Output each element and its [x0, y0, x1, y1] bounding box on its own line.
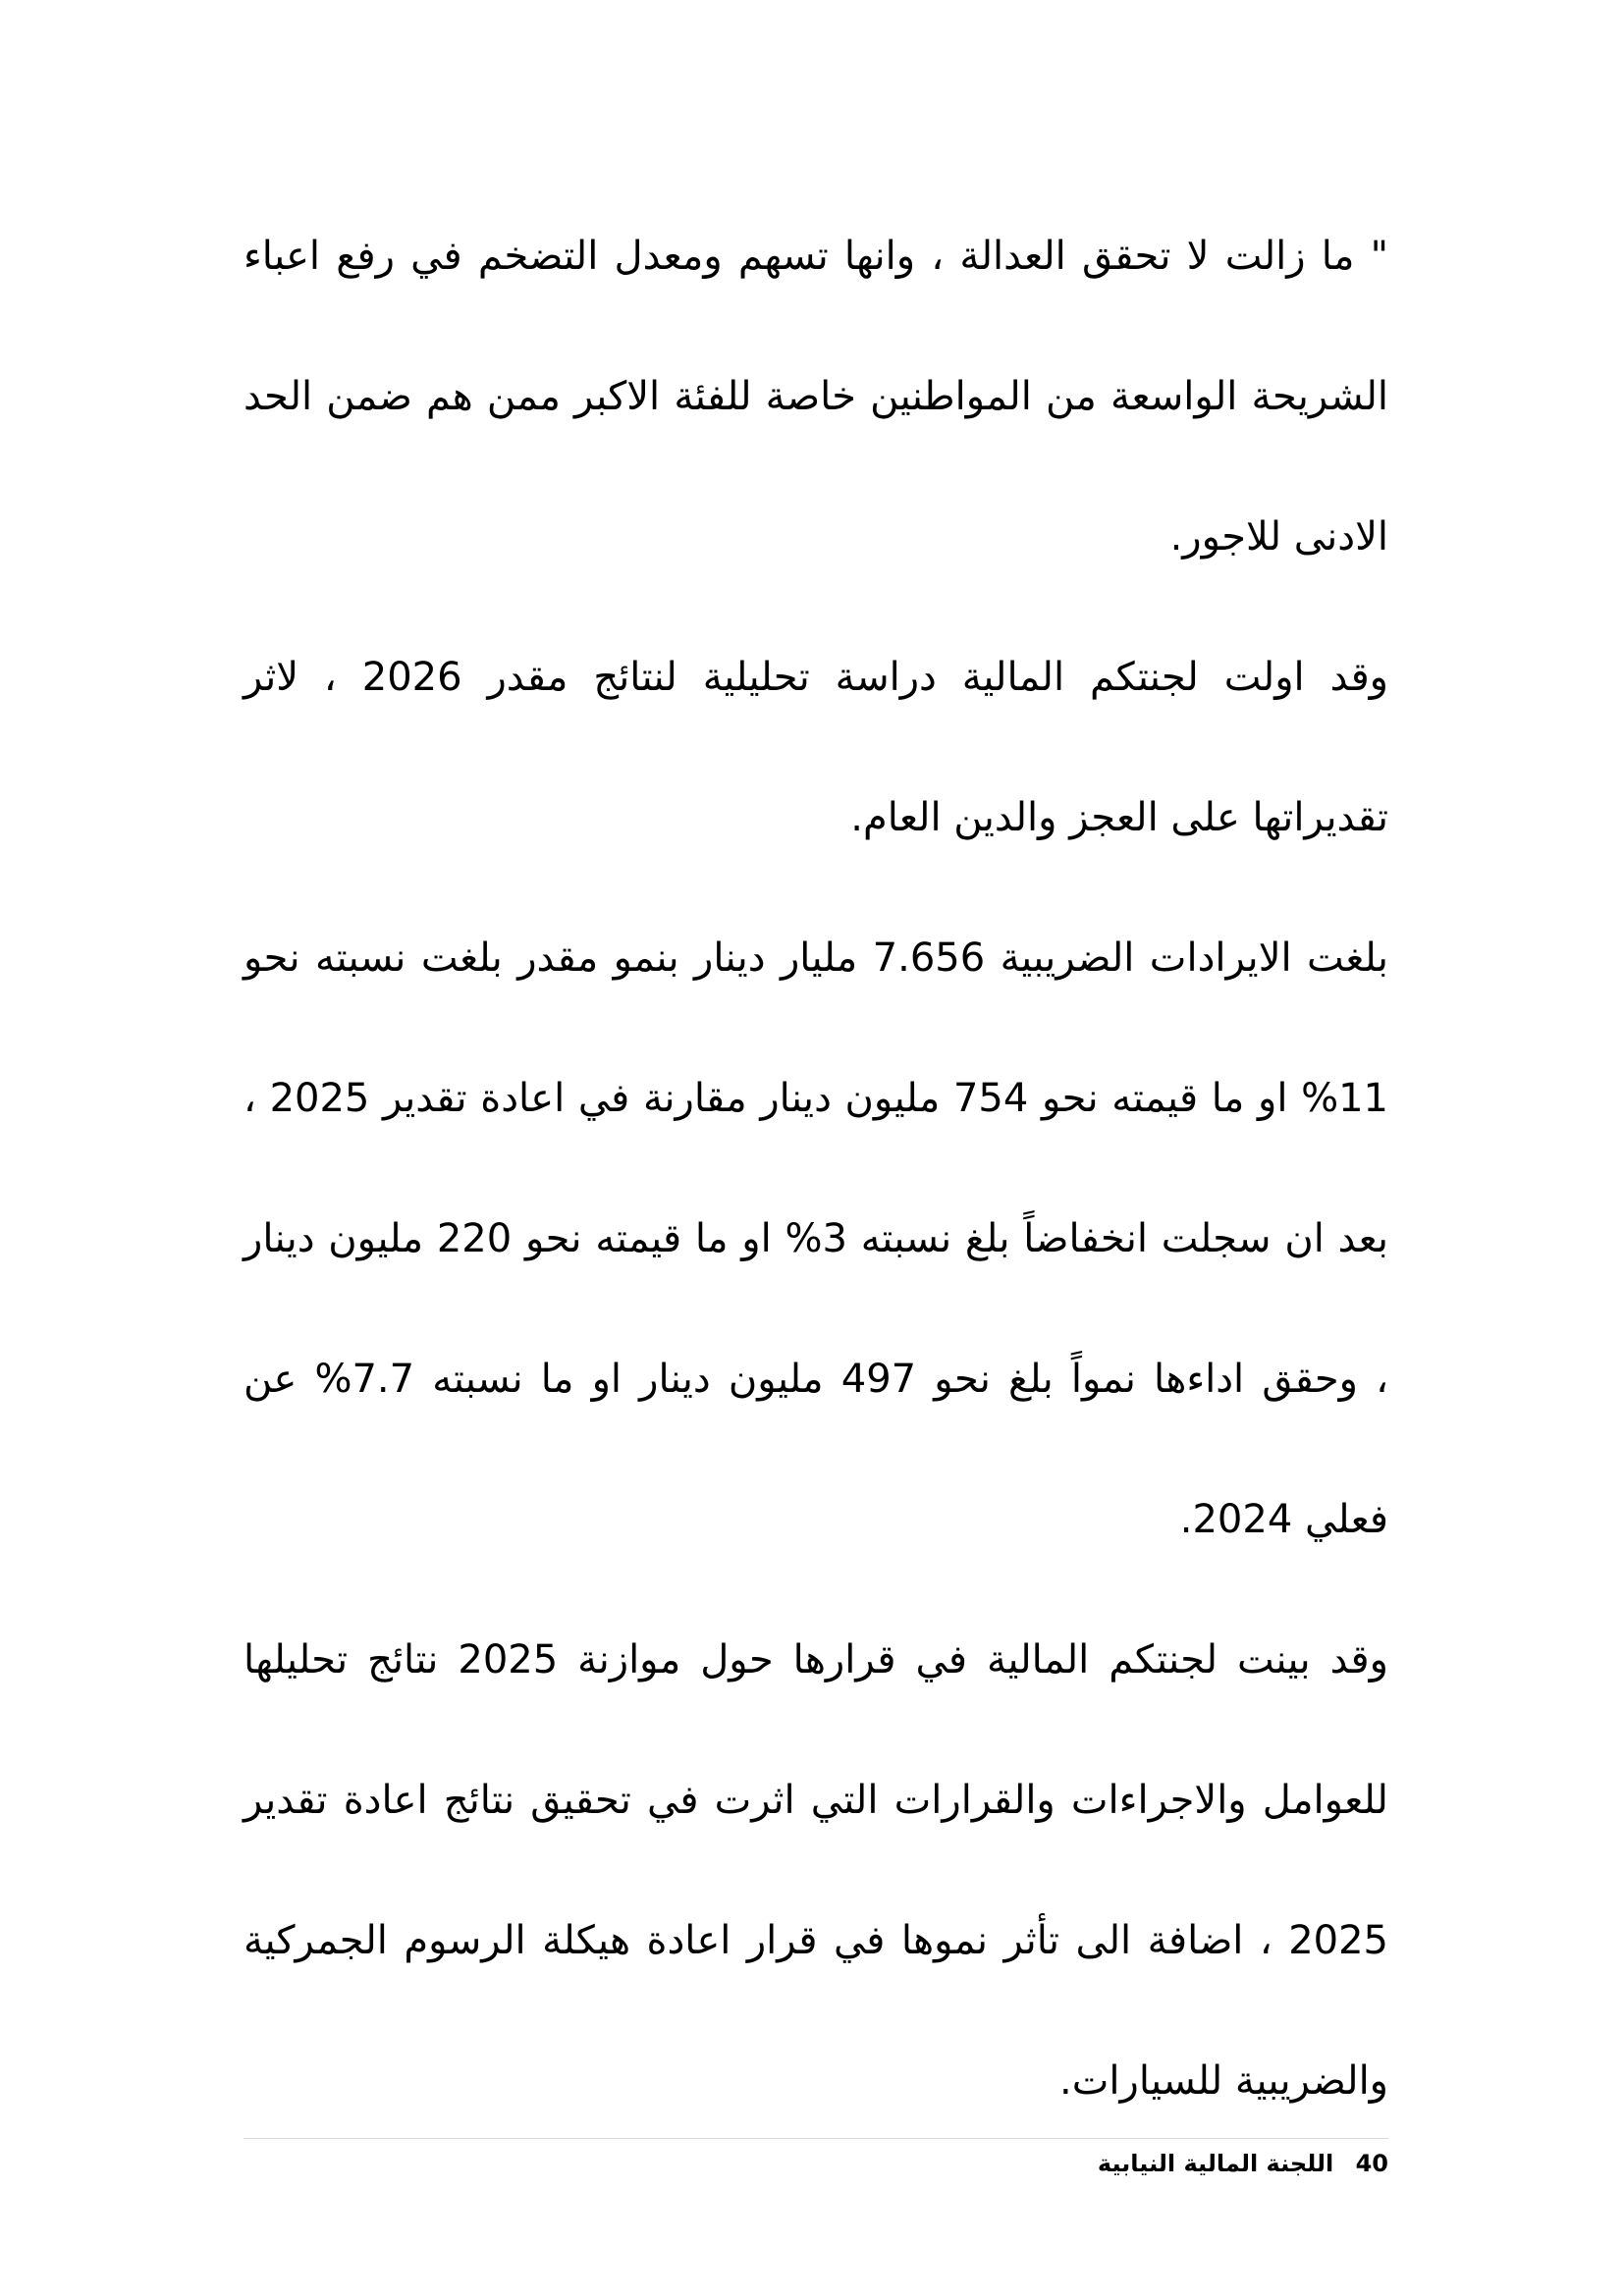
committee-name: اللجنة المالية النيابية: [1097, 2150, 1334, 2177]
paragraph-analysis-2026: وقد اولت لجنتكم المالية دراسة تحليلية لنتائج مقدر 2026 ، لاثر تقديراتها على العجز والدين العام.: [244, 655, 1388, 840]
paragraph-budget-2025: وقد بينت لجنتكم المالية في قرارها حول موازنة 2025 نتائج تحليلها للعوامل والاجراءات والقرارات التي اثرت في تحقيق نتائج اعادة تقدير 2025 ، اضافة الى تأثر نموها في قرار اعادة هيكلة الرسوم الجمركية والضريبية للسيارات.: [244, 1637, 1388, 2104]
page-footer: [244, 2150, 1388, 2177]
footer-divider: [244, 2138, 1388, 2139]
document-body: [244, 187, 1388, 2152]
paragraph-tax-revenue: بلغت الايرادات الضريبية 7.656 مليار دينار بنمو مقدر بلغت نسبته نحو 11% او ما قيمته نحو 754 مليون دينار مقارنة في اعادة تقدير 2025 ، بعد ان سجلت انخفاضاً بلغ نسبته 3% او ما قيمته نحو 220 مليون دينار ، وحقق اداءها نمواً بلغ نحو 497 مليون دينار او ما نسبته 7.7% عن فعلي 2024.: [244, 935, 1389, 1542]
page-number: 40: [1355, 2150, 1388, 2177]
paragraph-inflation: " ما زالت لا تحقق العدالة ، وانها تسهم ومعدل التضخم في رفع اعباء الشريحة الواسعة من المواطنين خاصة للفئة الاكبر ممن هم ضمن الحد الادنى للاجور.: [244, 234, 1388, 560]
